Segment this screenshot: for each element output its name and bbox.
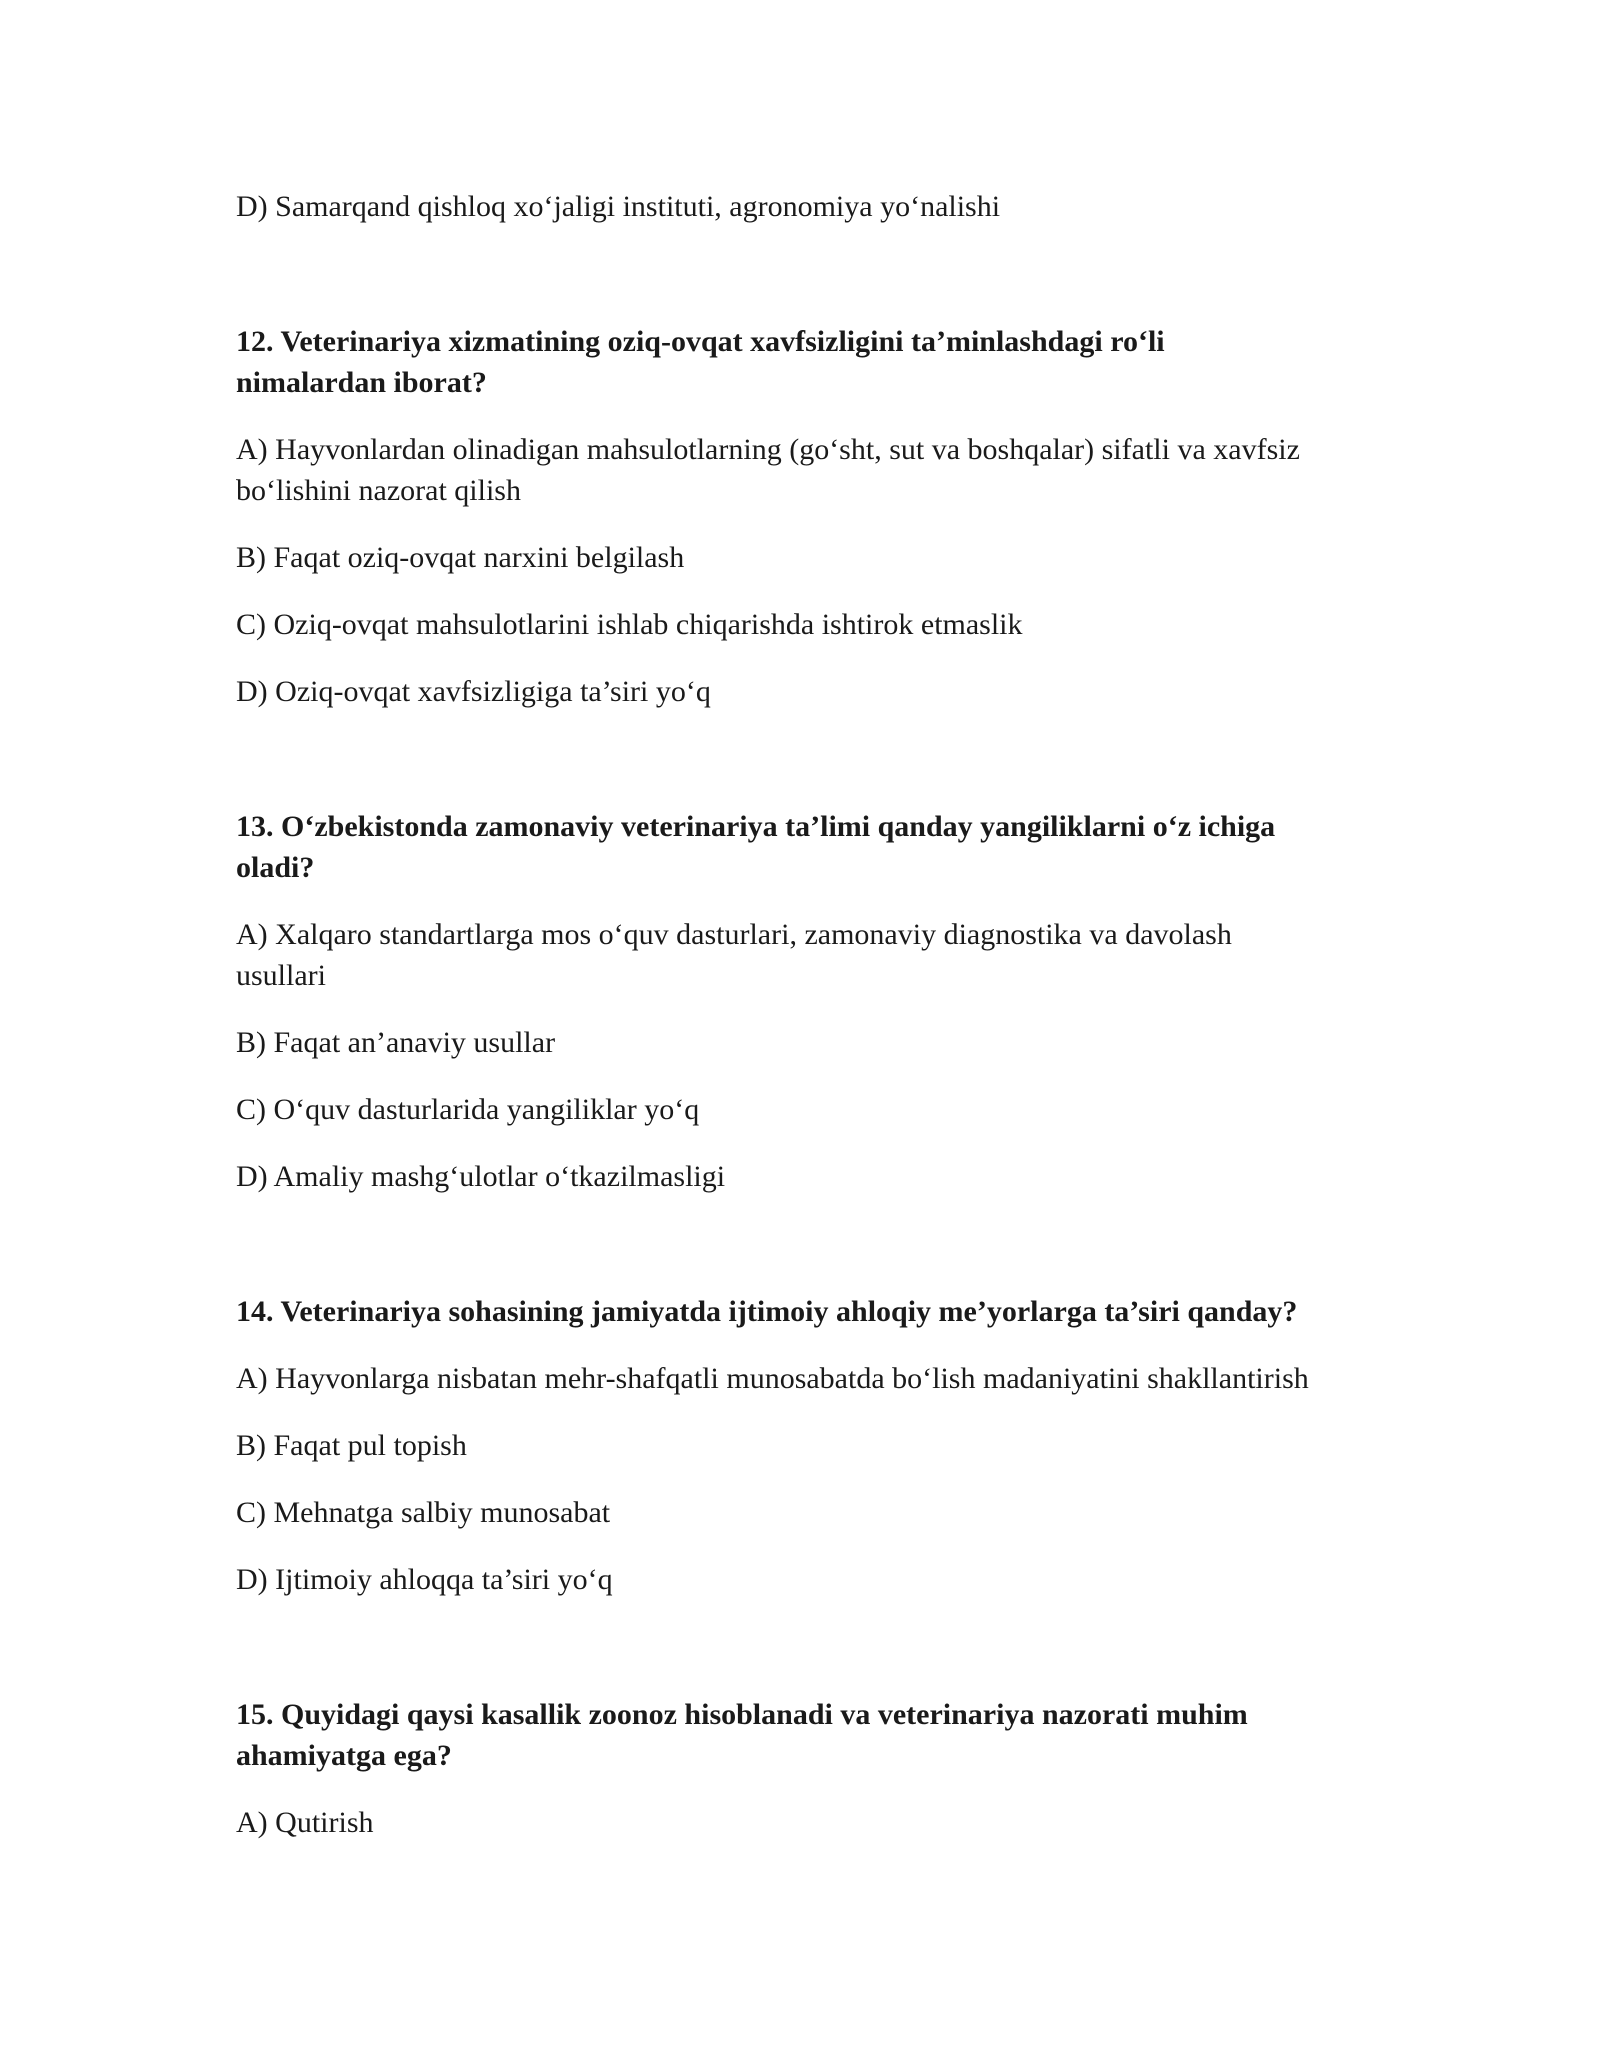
question-13-option-c: C) O‘quv dasturlarida yangiliklar yo‘q [236,1093,700,1126]
question-13-title-line-1: 13. O‘zbekistonda zamonaviy veterinariya ta’limi qanday yangiliklarni o‘z ichiga [236,810,1276,843]
question-12-option-a-line-1: A) Hayvonlardan olinadigan mahsulotlarning (go‘sht, sut va boshqalar) sifatli va xavfsiz [236,433,1300,466]
question-12-option-d: D) Oziq-ovqat xavfsizligiga ta’siri yo‘q [236,675,711,708]
question-14-option-d: D) Ijtimoiy ahloqqa ta’siri yo‘q [236,1563,613,1596]
question-12-option-c: C) Oziq-ovqat mahsulotlarini ishlab chiqarishda ishtirok etmaslik [236,608,1023,641]
question-15-title-line-1: 15. Quyidagi qaysi kasallik zoonoz hisoblanadi va veterinariya nazorati muhim [236,1698,1248,1731]
question-15-title-line-2: ahamiyatga ega? [236,1739,452,1772]
question-15-option-a: A) Qutirish [236,1806,374,1839]
question-14-option-b: B) Faqat pul topish [236,1429,467,1462]
question-13-option-a-line-2: usullari [236,959,326,992]
question-13-option-d: D) Amaliy mashg‘ulotlar o‘tkazilmasligi [236,1160,726,1193]
option-d-prev: D) Samarqand qishloq xo‘jaligi instituti, agronomiya yo‘nalishi [236,190,1001,223]
question-13-option-b: B) Faqat an’anaviy usullar [236,1026,556,1059]
question-14-option-a: A) Hayvonlarga nisbatan mehr-shafqatli munosabatda bo‘lish madaniyatini shakllantirish [236,1362,1309,1395]
question-14-title: 14. Veterinariya sohasining jamiyatda ijtimoiy ahloqiy me’yorlarga ta’siri qanday? [236,1295,1298,1328]
question-12-title-line-2: nimalardan iborat? [236,366,487,399]
question-14-option-c: C) Mehnatga salbiy munosabat [236,1496,611,1529]
question-12-option-a-line-2: bo‘lishini nazorat qilish [236,474,521,507]
question-13-option-a-line-1: A) Xalqaro standartlarga mos o‘quv dasturlari, zamonaviy diagnostika va davolash [236,918,1232,951]
question-13-title-line-2: oladi? [236,851,315,884]
question-12-option-b: B) Faqat oziq-ovqat narxini belgilash [236,541,685,574]
question-12-title-line-1: 12. Veterinariya xizmatining oziq-ovqat xavfsizligini ta’minlashdagi ro‘li [236,325,1165,358]
